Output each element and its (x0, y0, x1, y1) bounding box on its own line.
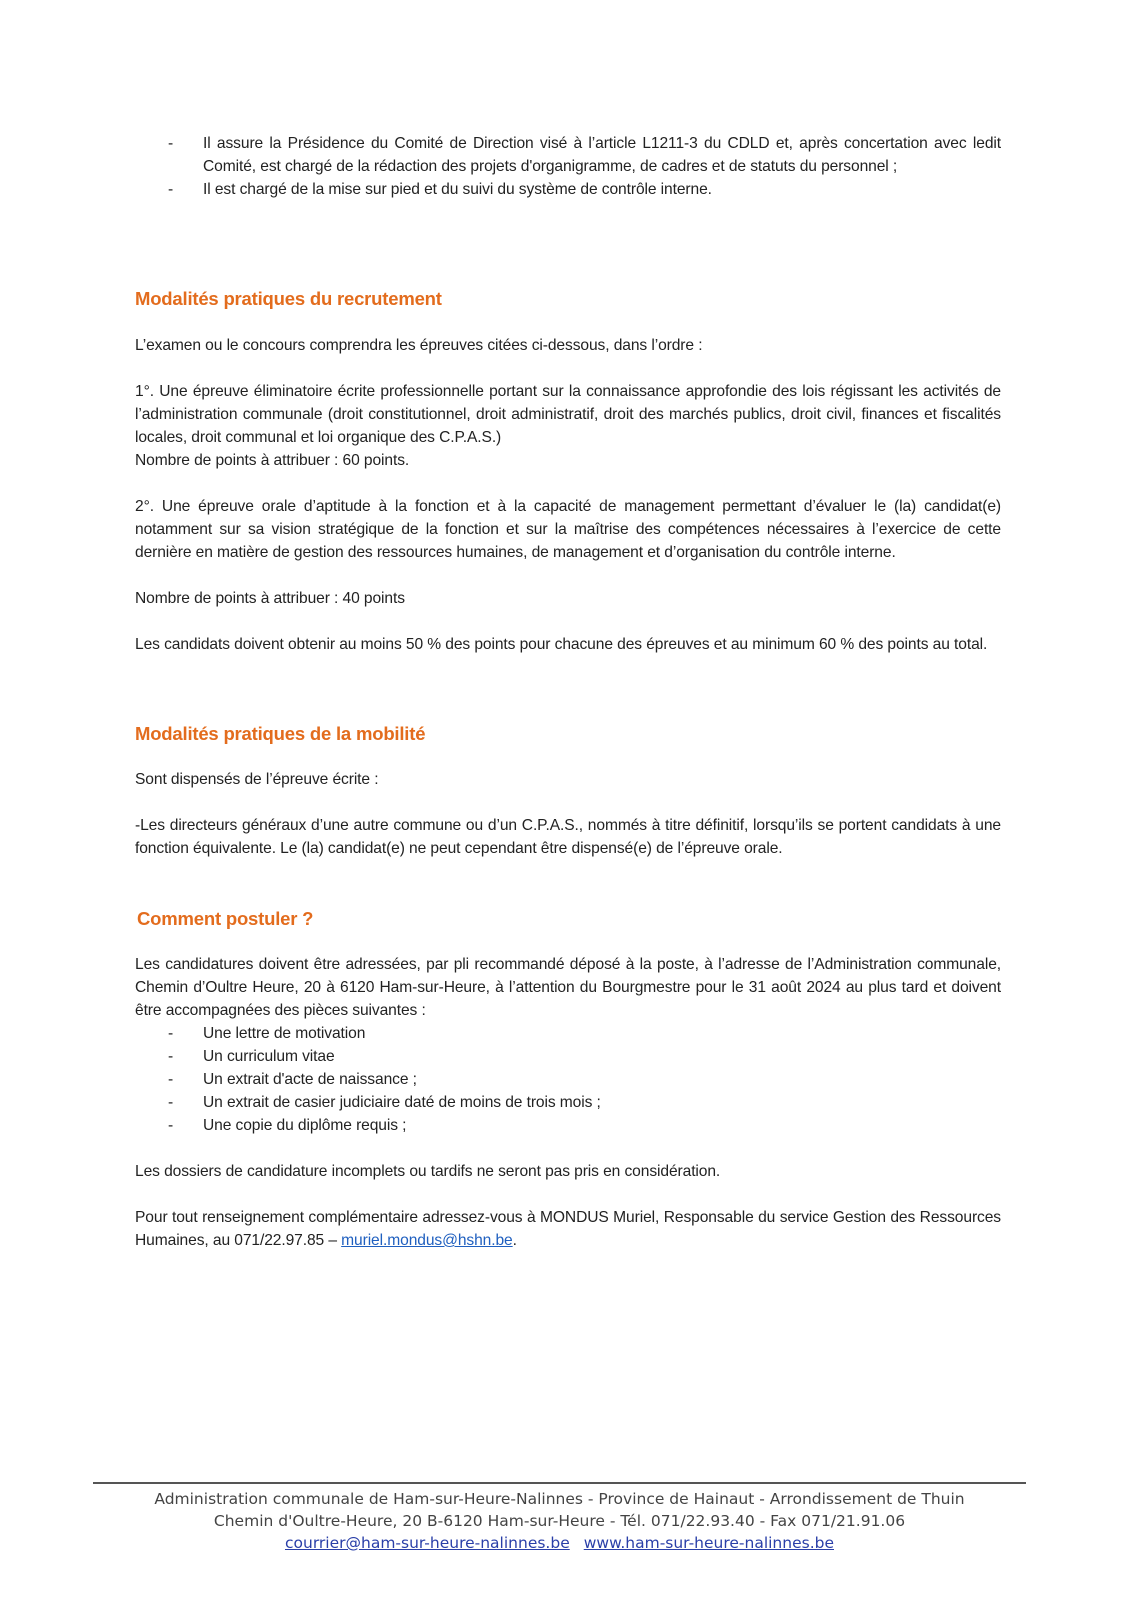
list-item (135, 1022, 1001, 1045)
list-item-text: Un curriculum vitae (203, 1048, 335, 1065)
list-item (135, 132, 1001, 178)
list-item-text: Une copie du diplôme requis ; (203, 1117, 407, 1134)
dash-bullet-icon: - (168, 1117, 174, 1134)
contact-email-link[interactable]: muriel.mondus@hshn.be (341, 1232, 513, 1249)
epreuve-ecrite-points: Nombre de points à attribuer : 60 points. (135, 452, 410, 469)
list-item-text: Un extrait d'acte de naissance ; (203, 1071, 417, 1088)
footer-links (93, 1532, 1026, 1554)
contact-paragraph (135, 1206, 1001, 1252)
list-item (135, 1068, 1001, 1091)
list-item-text: Une lettre de motivation (203, 1025, 366, 1042)
footer (93, 1488, 1026, 1554)
recrutement-intro: L’examen ou le concours comprendra les épreuves citées ci-dessous, dans l’ordre : (135, 337, 703, 354)
mobilite-intro: Sont dispensés de l’épreuve écrite : (135, 771, 379, 788)
epreuve-ecrite-text: 1°. Une épreuve éliminatoire écrite professionnelle portant sur la connaissance approfondie des lois régissant les activités de l’administration communale (droit constitutionnel, droit administratif, droit des marchés publics, droit civil, finances et fiscalités locales, droit communal et loi organique des C.P.A.S.) (135, 383, 1001, 446)
contact-text: Pour tout renseignement complémentaire adressez-vous à MONDUS Muriel, Responsable du service Gestion des Ressources Humaines, au 071/22.97.85 – (135, 1209, 1001, 1249)
list-item (135, 1045, 1001, 1068)
postuler-intro: Les candidatures doivent être adressées, par pli recommandé déposé à la poste, à l’adresse de l’Administration communale, Chemin d’Oultre Heure, 20 à 6120 Ham-sur-Heure, à l’attention du Bourgmestre pour le 31 août 2024 au plus tard et doivent être accompagnées des pièces suivantes : (135, 956, 1001, 1019)
epreuve-orale-points: Nombre de points à attribuer : 40 points (135, 590, 405, 607)
dash-bullet-icon: - (168, 1071, 174, 1088)
epreuve-orale-text: 2°. Une épreuve orale d’aptitude à la fonction et à la capacité de management permettant d’évaluer le (la) candidat(e) notamment sur sa vision stratégique de la fonction et sur la maîtrise des compétences nécessaires à l’exercice de cette dernière en matière de gestion des ressources humaines, de management et d’organisation du contrôle interne. (135, 498, 1001, 561)
list-item-text: Un extrait de casier judiciaire daté de moins de trois mois ; (203, 1094, 601, 1111)
list-item-text: Il assure la Présidence du Comité de Direction visé à l’article L1211-3 du CDLD et, après concertation avec ledit Comité, est chargé de la rédaction des projets d'organigramme, de cadres et de statuts du personnel ; (203, 135, 1001, 175)
footer-email-link[interactable]: courrier@ham-sur-heure-nalinnes.be (284, 1534, 570, 1552)
list-item-text: Il est chargé de la mise sur pied et du suivi du système de contrôle interne. (203, 181, 712, 198)
mobilite-text: -Les directeurs généraux d’une autre commune ou d’un C.P.A.S., nommés à titre définitif, lorsqu’ils se portent candidats à une fonction équivalente. Le (la) candidat(e) ne peut cependant être dispensé(e) de l’épreuve orale. (135, 817, 1001, 857)
postuler-body (135, 953, 1001, 1252)
warning-text: Les dossiers de candidature incomplets ou tardifs ne seront pas pris en considération. (135, 1163, 721, 1180)
list-item (135, 178, 1001, 201)
section-heading-mobilite: Modalités pratiques de la mobilité (135, 723, 426, 744)
list-item (135, 1091, 1001, 1114)
pieces-list (135, 1022, 1001, 1137)
footer-website-link[interactable]: www.ham-sur-heure-nalinnes.be (583, 1534, 834, 1552)
list-item (135, 1114, 1001, 1137)
conditions-text: Les candidats doivent obtenir au moins 50 % des points pour chacune des épreuves et au minimum 60 % des points au total. (135, 636, 988, 653)
dash-bullet-icon: - (168, 1094, 174, 1111)
responsibilities-list-block (135, 132, 1001, 201)
mobilite-body (135, 768, 1001, 860)
footer-line-2: Chemin d'Oultre-Heure, 20 B-6120 Ham-sur-Heure - Tél. 071/22.93.40 - Fax 071/21.91.06 (213, 1512, 906, 1530)
dash-bullet-icon: - (168, 135, 174, 152)
section-heading-postuler: Comment postuler ? (137, 908, 314, 929)
footer-line-1: Administration communale de Ham-sur-Heure-Nalinnes - Province de Hainaut - Arrondissement de Thuin (154, 1490, 965, 1508)
dash-bullet-icon: - (168, 1048, 174, 1065)
dash-bullet-icon: - (168, 1025, 174, 1042)
dash-bullet-icon: - (168, 181, 174, 198)
recrutement-body (135, 334, 1001, 656)
footer-divider (93, 1482, 1026, 1484)
responsibilities-list (135, 132, 1001, 201)
contact-end: . (512, 1232, 517, 1249)
section-heading-recrutement: Modalités pratiques du recrutement (135, 288, 442, 309)
